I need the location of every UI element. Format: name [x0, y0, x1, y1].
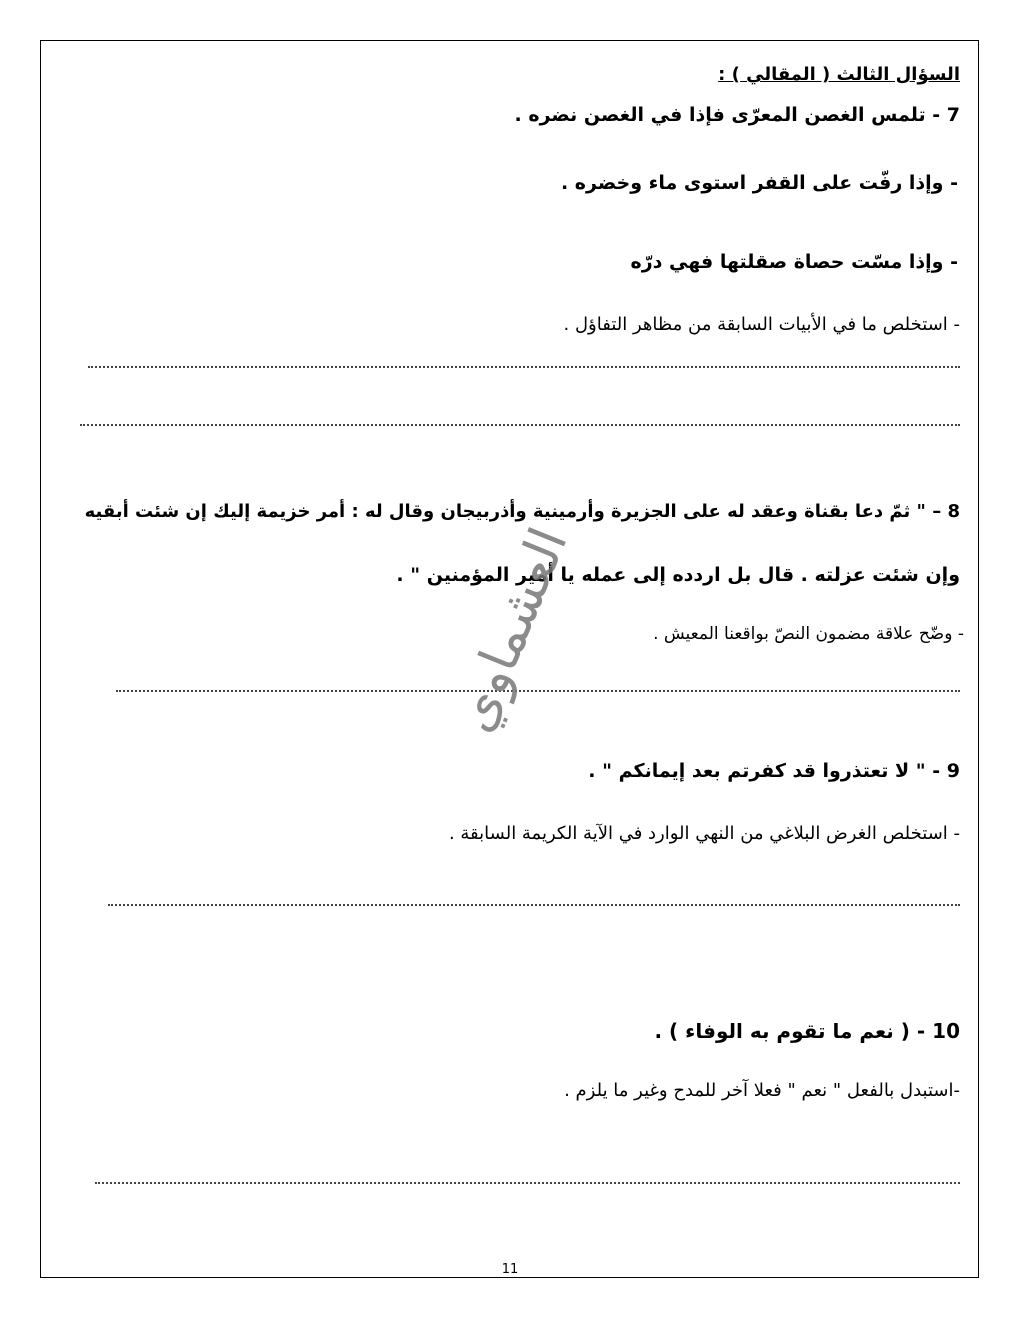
q8-instruction: - وضّح علاقة مضمون النصّ بواقعنا المعيش . — [653, 624, 964, 644]
section-heading: السؤال الثالث ( المقالي ) : — [718, 64, 960, 85]
answer-line — [95, 1182, 960, 1184]
answer-line — [80, 424, 960, 426]
q7-line-2: - وإذا رفّت على القفر استوى ماء وخضره . — [560, 172, 958, 194]
answer-line — [116, 690, 960, 692]
answer-line — [108, 904, 960, 906]
q10-instruction: -استبدل بالفعل " نعم " فعلا آخر للمدح وغير ما يلزم . — [564, 1080, 960, 1101]
q7-line-3: - وإذا مسّت حصاة صقلتها فهي درّه — [630, 251, 958, 273]
q8-line-1: 8 – " ثمّ دعا بقناة وعقد له على الجزيرة وأرمينية وأذربيجان وقال له : أمر خزيمة إليك إن شئت أبقيه — [84, 501, 960, 522]
q7-instruction: - استخلص ما في الأبيات السابقة من مظاهر التفاؤل . — [563, 314, 960, 335]
q10-line-1: 10 - ( نعم ما تقوم به الوفاء ) . — [654, 1019, 960, 1043]
watermark: العشماوي — [443, 519, 580, 741]
q9-instruction: - استخلص الغرض البلاغي من النهي الوارد في الآية الكريمة السابقة . — [448, 823, 960, 844]
q9-line-1: 9 - " لا تعتذروا قد كفرتم بعد إيمانكم " . — [588, 760, 960, 782]
page-number: 11 — [501, 1262, 519, 1277]
q8-line-2: وإن شئت عزلته . قال بل اردده إلى عمله يا أمير المؤمنين " . — [396, 564, 960, 586]
q7-line-1: 7 - تلمس الغصن المعرّى فإذا في الغصن نضره . — [514, 104, 960, 126]
answer-line — [88, 366, 960, 368]
